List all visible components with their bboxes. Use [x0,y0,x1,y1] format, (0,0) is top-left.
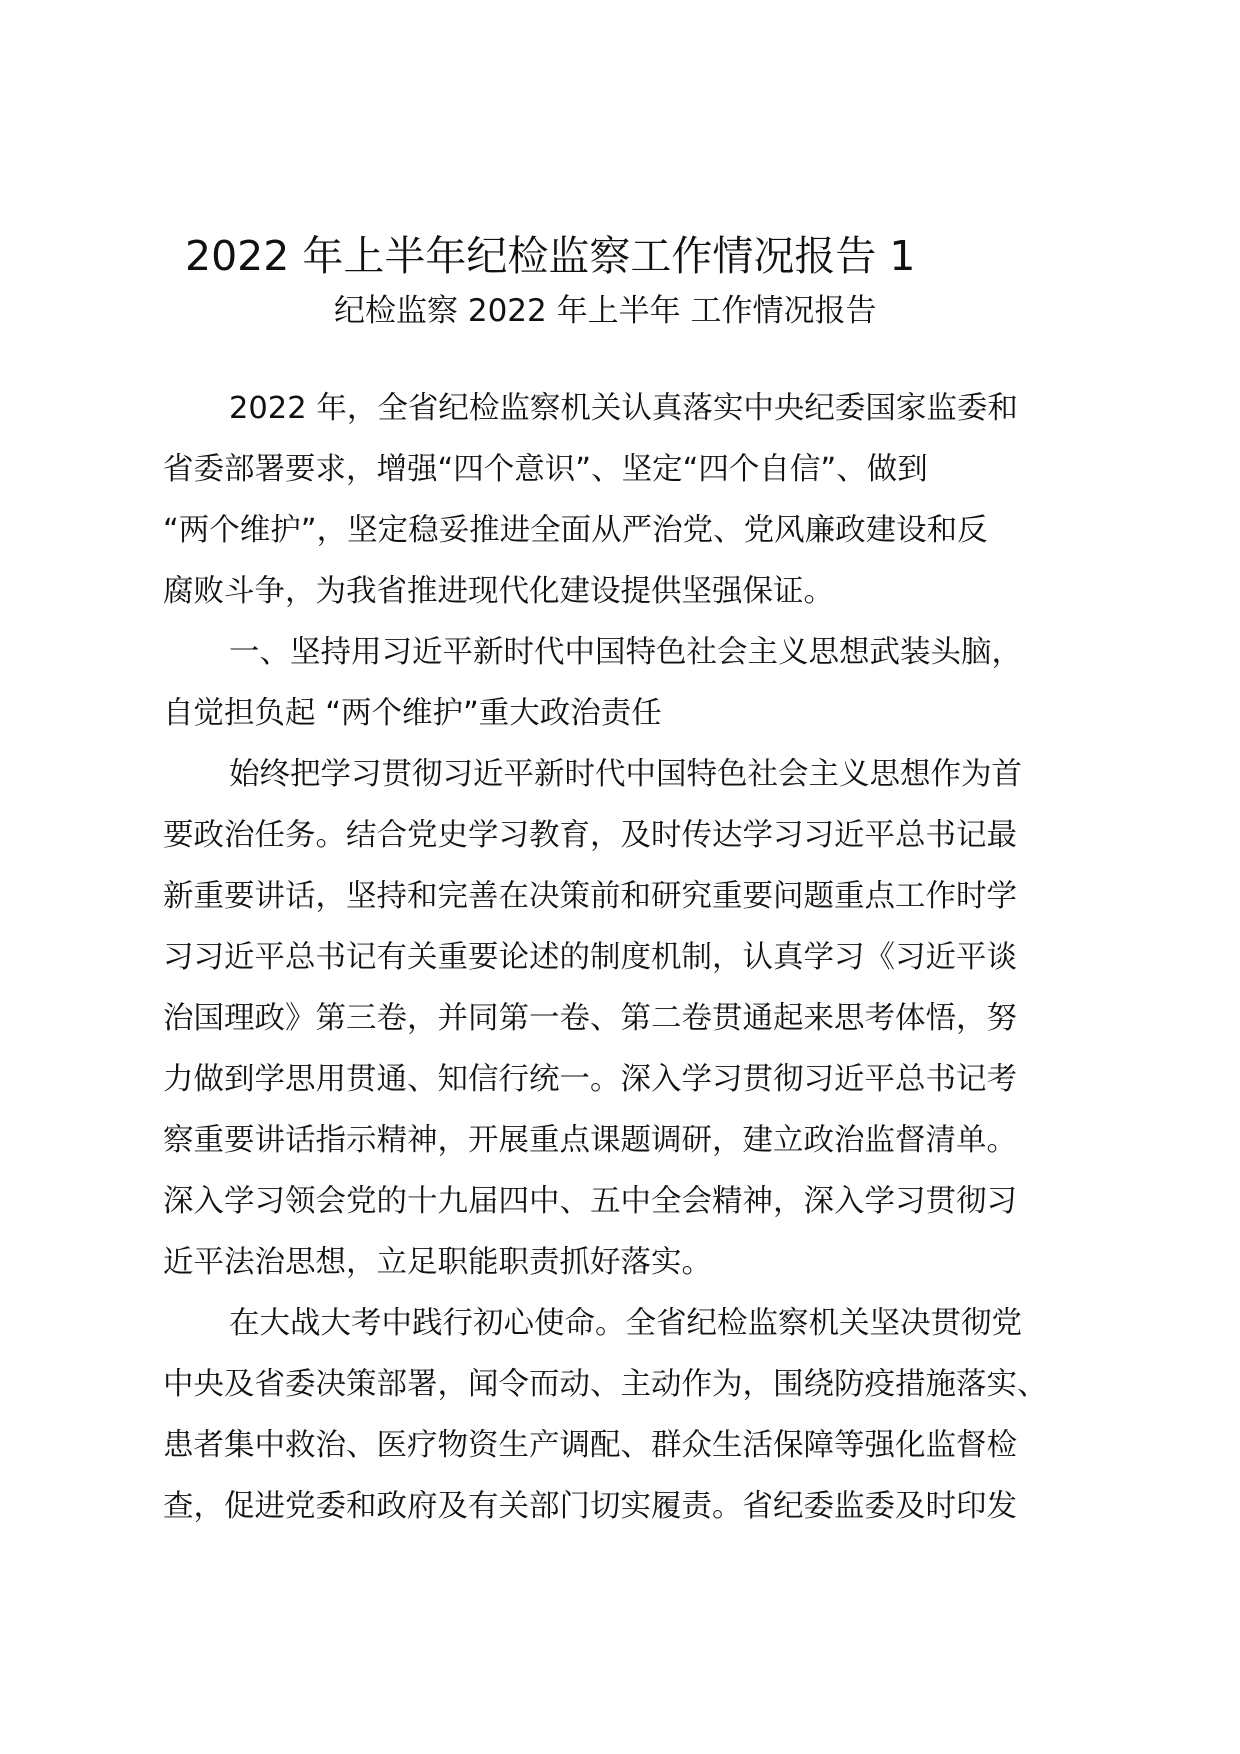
paragraph-line: 近平法治思想，立足职能职责抓好落实。 [163,1245,712,1280]
paragraph-line: 治国理政》第三卷，并同第一卷、第二卷贯通起来思考体悟，努 [163,1001,1017,1036]
paragraph-line: 深入学习领会党的十九届四中、五中全会精神，深入学习贯彻习 [163,1184,1017,1219]
document-body [163,378,1103,1537]
paragraph-line: 腐败斗争，为我省推进现代化建设提供坚强保证。 [163,574,834,609]
paragraph-line: 要政治任务。结合党史学习教育，及时传达学习习近平总书记最 [163,818,1017,853]
paragraph-line: “两个维护”，坚定稳妥推进全面从严治党、党风廉政建设和反 [163,513,988,548]
section-heading-line: 自觉担负起 “两个维护”重大政治责任 [163,696,662,731]
section-heading-line: 一、坚持用习近平新时代中国特色社会主义思想武装头脑， [229,635,1022,670]
paragraph-intro [163,378,1103,622]
paragraph-line: 始终把学习贯彻习近平新时代中国特色社会主义思想作为首 [229,757,1022,792]
paragraph-line: 习习近平总书记有关重要论述的制度机制，认真学习《习近平谈 [163,940,1017,975]
paragraph-study [163,744,1103,1293]
paragraph-mission [163,1293,1103,1537]
paragraph-line: 查，促进党委和政府及有关部门切实履责。省纪委监委及时印发 [163,1489,1017,1524]
paragraph-line: 2022 年，全省纪检监察机关认真落实中央纪委国家监委和 [229,391,1018,426]
paragraph-line: 在大战大考中践行初心使命。全省纪检监察机关坚决贯彻党 [229,1306,1022,1341]
paragraph-line: 省委部署要求，增强“四个意识”、坚定“四个自信”、做到 [163,452,928,487]
section-heading-one [163,622,1103,744]
paragraph-line: 新重要讲话，坚持和完善在决策前和研究重要问题重点工作时学 [163,879,1017,914]
paragraph-line: 察重要讲话指示精神，开展重点课题调研，建立政治监督清单。 [163,1123,1017,1158]
paragraph-line: 患者集中救治、医疗物资生产调配、群众生活保障等强化监督检 [163,1428,1017,1463]
paragraph-line: 中央及省委决策部署，闻令而动、主动作为，围绕防疫措施落实、 [163,1367,1048,1402]
paragraph-line: 力做到学思用贯通、知信行统一。深入学习贯彻习近平总书记考 [163,1062,1017,1097]
document-subtitle: 纪检监察 2022 年上半年 工作情况报告 [334,293,877,329]
document-title: 2022 年上半年纪检监察工作情况报告 1 [185,232,916,280]
